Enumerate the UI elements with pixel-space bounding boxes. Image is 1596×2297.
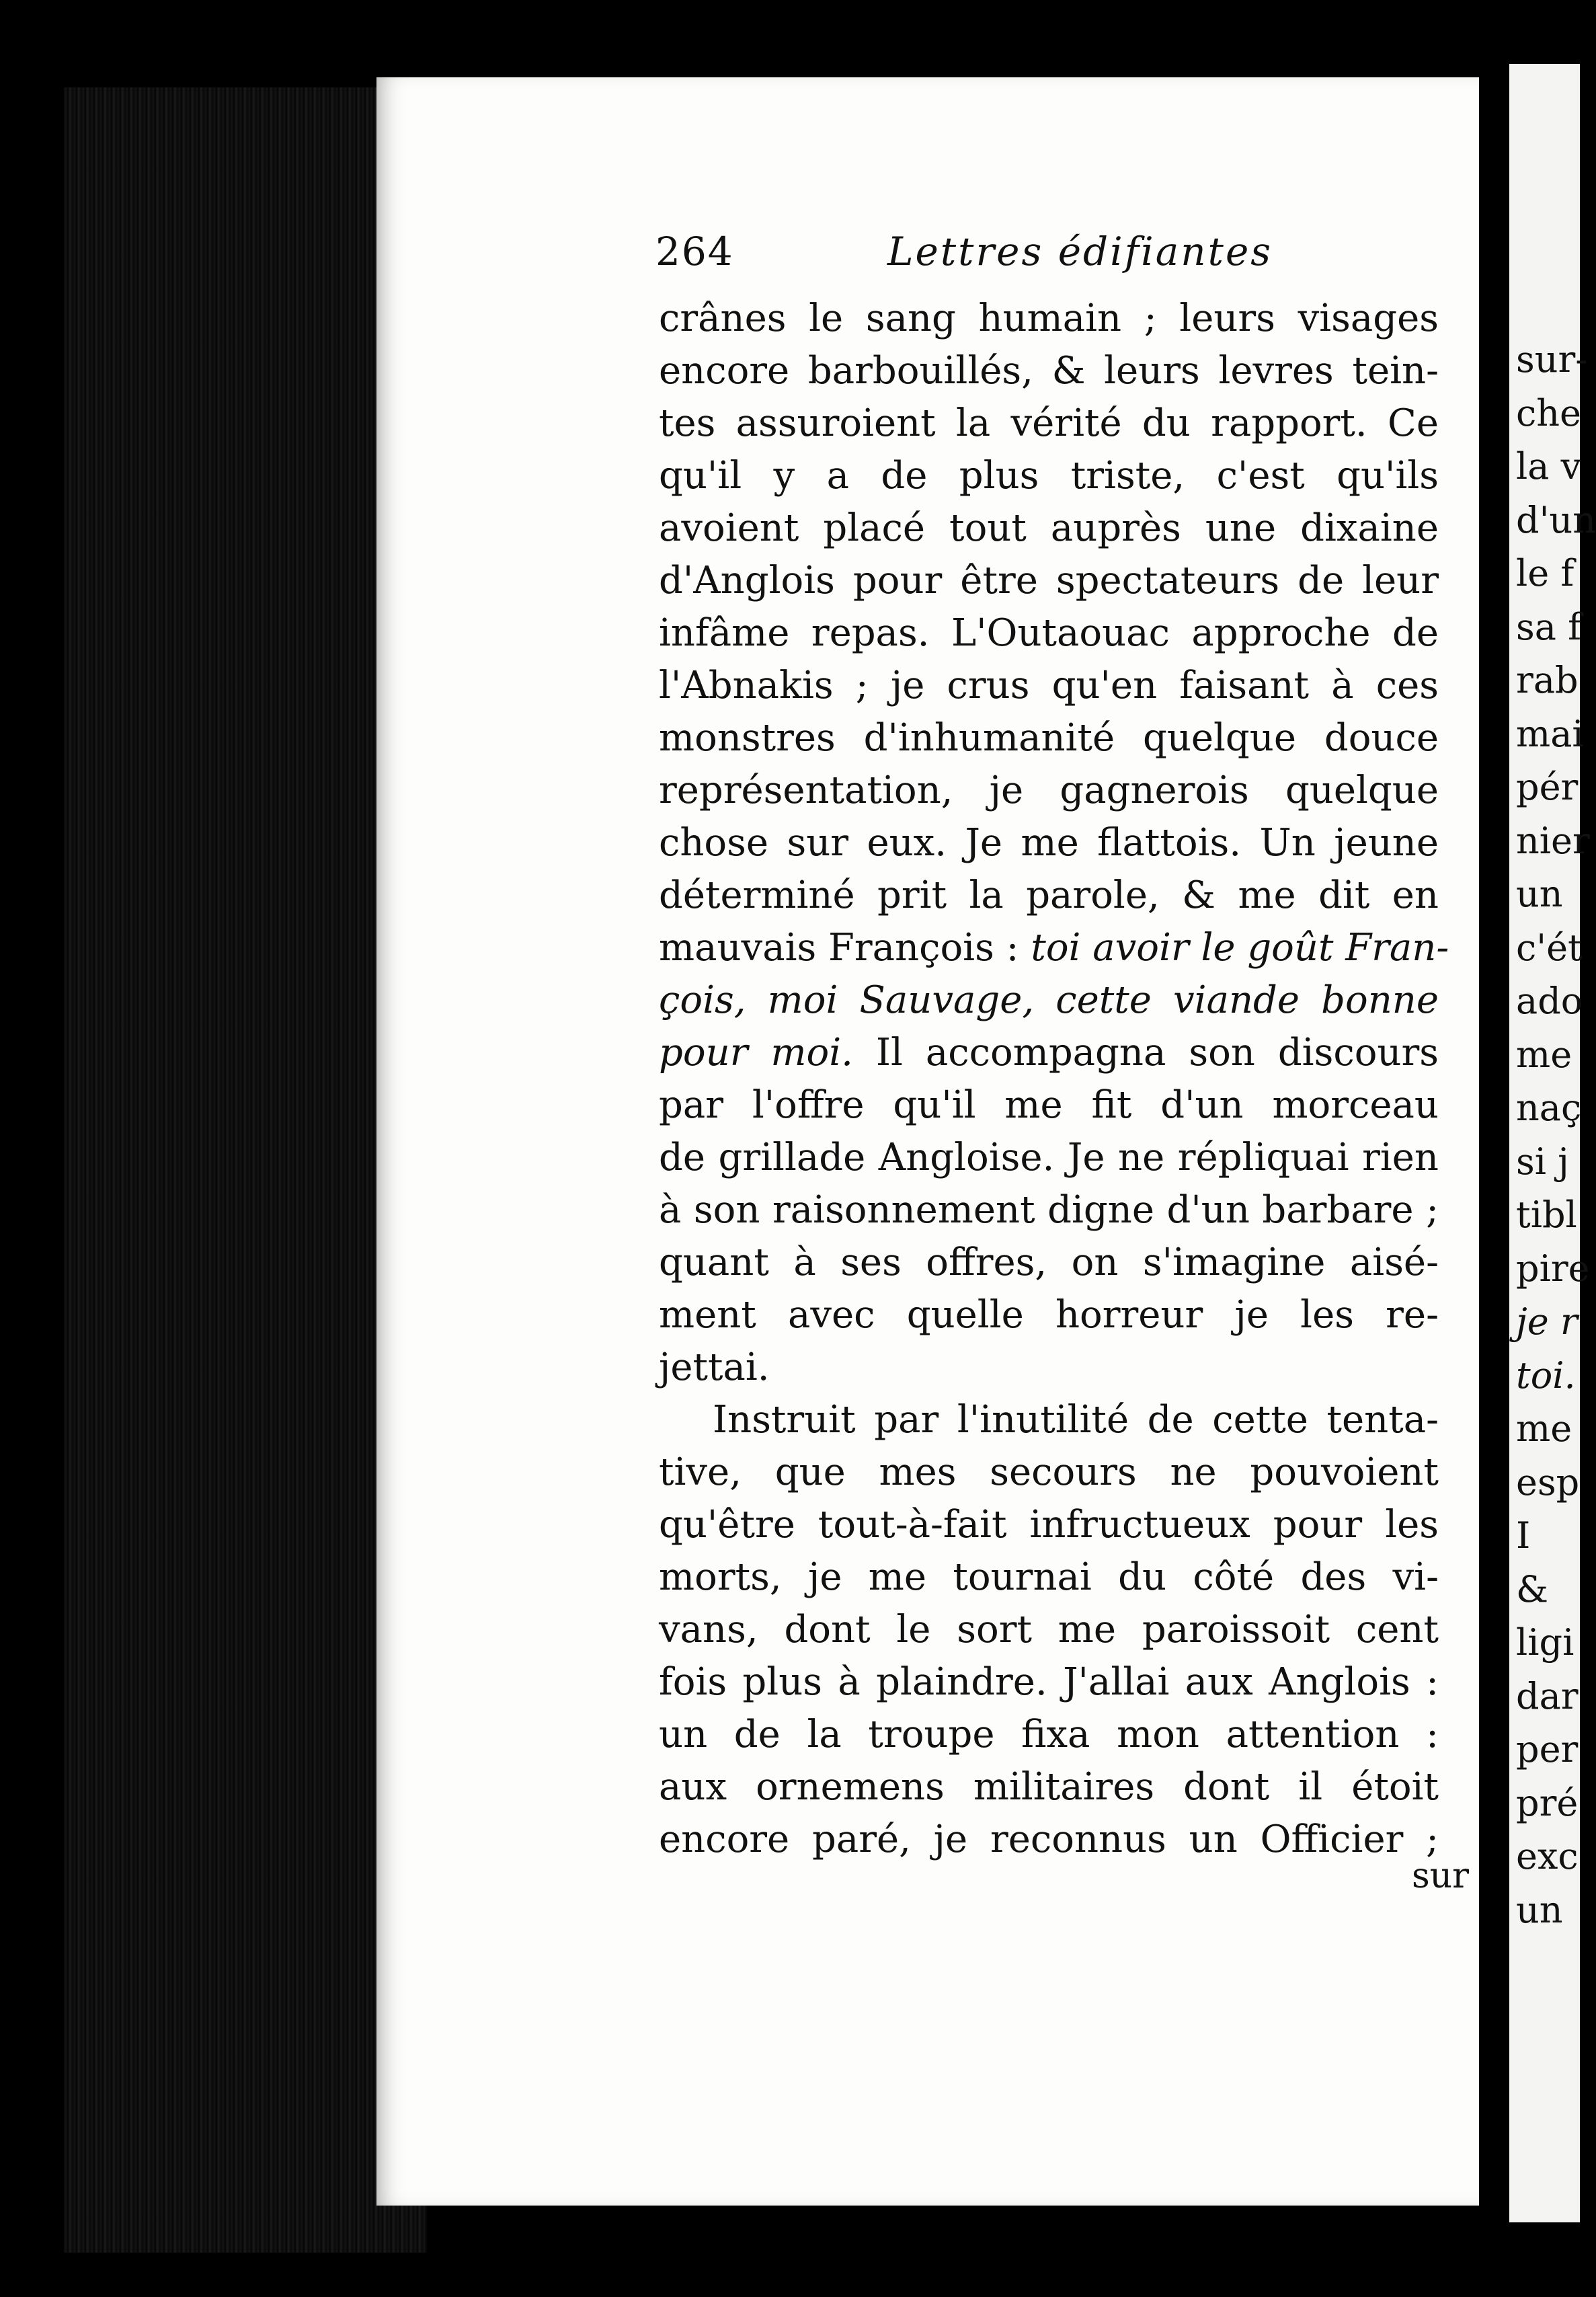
facing-page-fragment: la v [1516, 445, 1582, 488]
italic-run: toi avoir le goût Fran- [1031, 926, 1449, 970]
facing-page-fragment: I [1516, 1514, 1531, 1557]
text-line: vans, dont le sort me paroissoit cent [659, 1608, 1439, 1651]
text-line: de grillade Angloise. Je ne répliquai rien [659, 1136, 1439, 1179]
facing-page-text [1509, 333, 1596, 1937]
facing-page-fragment: un [1516, 1888, 1563, 1931]
text-line: jettai. [659, 1346, 770, 1389]
facing-page-fragment: ligi [1516, 1621, 1574, 1664]
text-line: encore barbouillés, & leurs levres tein- [659, 349, 1439, 393]
facing-page-fragment: & [1516, 1567, 1549, 1610]
running-head [655, 229, 1328, 289]
facing-page-fragment: rab [1516, 659, 1579, 701]
facing-page-fragment: esp [1516, 1461, 1580, 1504]
facing-page [1509, 64, 1596, 2222]
text-line: fois plus à plaindre. J'allai aux Anglois : [659, 1660, 1439, 1704]
text-line: monstres d'inhumanité quelque douce [659, 716, 1439, 760]
text-line: un de la troupe fixa mon attention : [659, 1713, 1439, 1756]
text-line: Instruit par l'inutilité de cette tenta- [713, 1398, 1439, 1442]
facing-page-fragment: pire [1516, 1247, 1590, 1290]
facing-page-fragment: sur- [1516, 338, 1588, 381]
facing-page-fragment: me [1516, 1407, 1572, 1450]
facing-page-fragment: mai [1516, 712, 1584, 755]
italic-run: çois, moi Sauvage, cette viande bonne [659, 978, 1439, 1022]
body-text [659, 293, 1449, 1866]
text-line: infâme repas. L'Outaouac approche de [659, 611, 1439, 655]
text-line: chose sur eux. Je me flattois. Un jeune [659, 821, 1439, 865]
facing-page-fragment: exc [1516, 1835, 1579, 1877]
text-line: quant à ses offres, on s'imagine aisé- [659, 1241, 1439, 1284]
facing-page-fragment: toi. [1516, 1354, 1576, 1397]
facing-page-fragment: me [1516, 1033, 1572, 1076]
text-line: d'Anglois pour être spectateurs de leur [659, 559, 1439, 602]
book-page-edges [64, 87, 427, 2253]
text-line: par l'offre qu'il me fit d'un morceau [659, 1083, 1439, 1127]
running-title: Lettres édifiantes [887, 229, 1273, 274]
text-line: ment avec quelle horreur je les re- [659, 1293, 1439, 1337]
text-run: Il accompagna son discours [852, 1031, 1439, 1075]
book-gutter [1479, 61, 1509, 2232]
text-line: tive, que mes secours ne pouvoient [659, 1450, 1439, 1494]
text-line: crânes le sang humain ; leurs visages [659, 297, 1439, 340]
facing-page-fragment: si j [1516, 1140, 1569, 1183]
facing-page-fragment: sa f [1516, 605, 1582, 648]
facing-page-fragment: un [1516, 873, 1563, 915]
text-line [659, 922, 1449, 974]
text-line: à son raisonnement digne d'un barbare ; [659, 1188, 1439, 1232]
text-line: l'Abnakis ; je crus qu'en faisant à ces [659, 664, 1439, 707]
facing-page-fragment: je r [1516, 1300, 1578, 1343]
catchword: sur [1412, 1856, 1470, 1896]
facing-page-fragment: c'ét [1516, 926, 1583, 969]
italic-run: pour moi. [659, 1031, 853, 1075]
facing-page-fragment: per [1516, 1728, 1579, 1770]
text-line [659, 974, 1439, 1027]
facing-page-fragment: ado [1516, 980, 1583, 1022]
text-line: représentation, je gagnerois quelque [659, 769, 1439, 812]
facing-page-fragment: nier [1516, 819, 1590, 862]
text-run: mauvais François : [659, 926, 1031, 970]
page-number: 264 [655, 229, 734, 274]
text-line [659, 1027, 1439, 1079]
facing-page-fragment: che [1516, 391, 1581, 434]
facing-page-fragment: d'un [1516, 498, 1596, 541]
text-line: déterminé prit la parole, & me dit en [659, 873, 1439, 917]
facing-page-fragment: naç [1516, 1087, 1582, 1129]
facing-page-fragment: dar [1516, 1674, 1579, 1717]
facing-page-fragment: tibl [1516, 1194, 1577, 1236]
text-line: encore paré, je reconnus un Officier ; [659, 1818, 1439, 1861]
facing-page-fragment: pré [1516, 1781, 1579, 1824]
facing-page-fragment: le f [1516, 552, 1574, 594]
text-line: avoient placé tout auprès une dixaine [659, 506, 1439, 550]
text-line: qu'être tout-à-fait infructueux pour les [659, 1503, 1439, 1547]
facing-page-fragment: pér [1516, 766, 1579, 808]
text-line: tes assuroient la vérité du rapport. Ce [659, 401, 1439, 445]
text-line: qu'il y a de plus triste, c'est qu'ils [659, 454, 1439, 498]
text-line: aux ornemens militaires dont il étoit [659, 1765, 1439, 1809]
text-line: morts, je me tournai du côté des vi- [659, 1555, 1439, 1599]
